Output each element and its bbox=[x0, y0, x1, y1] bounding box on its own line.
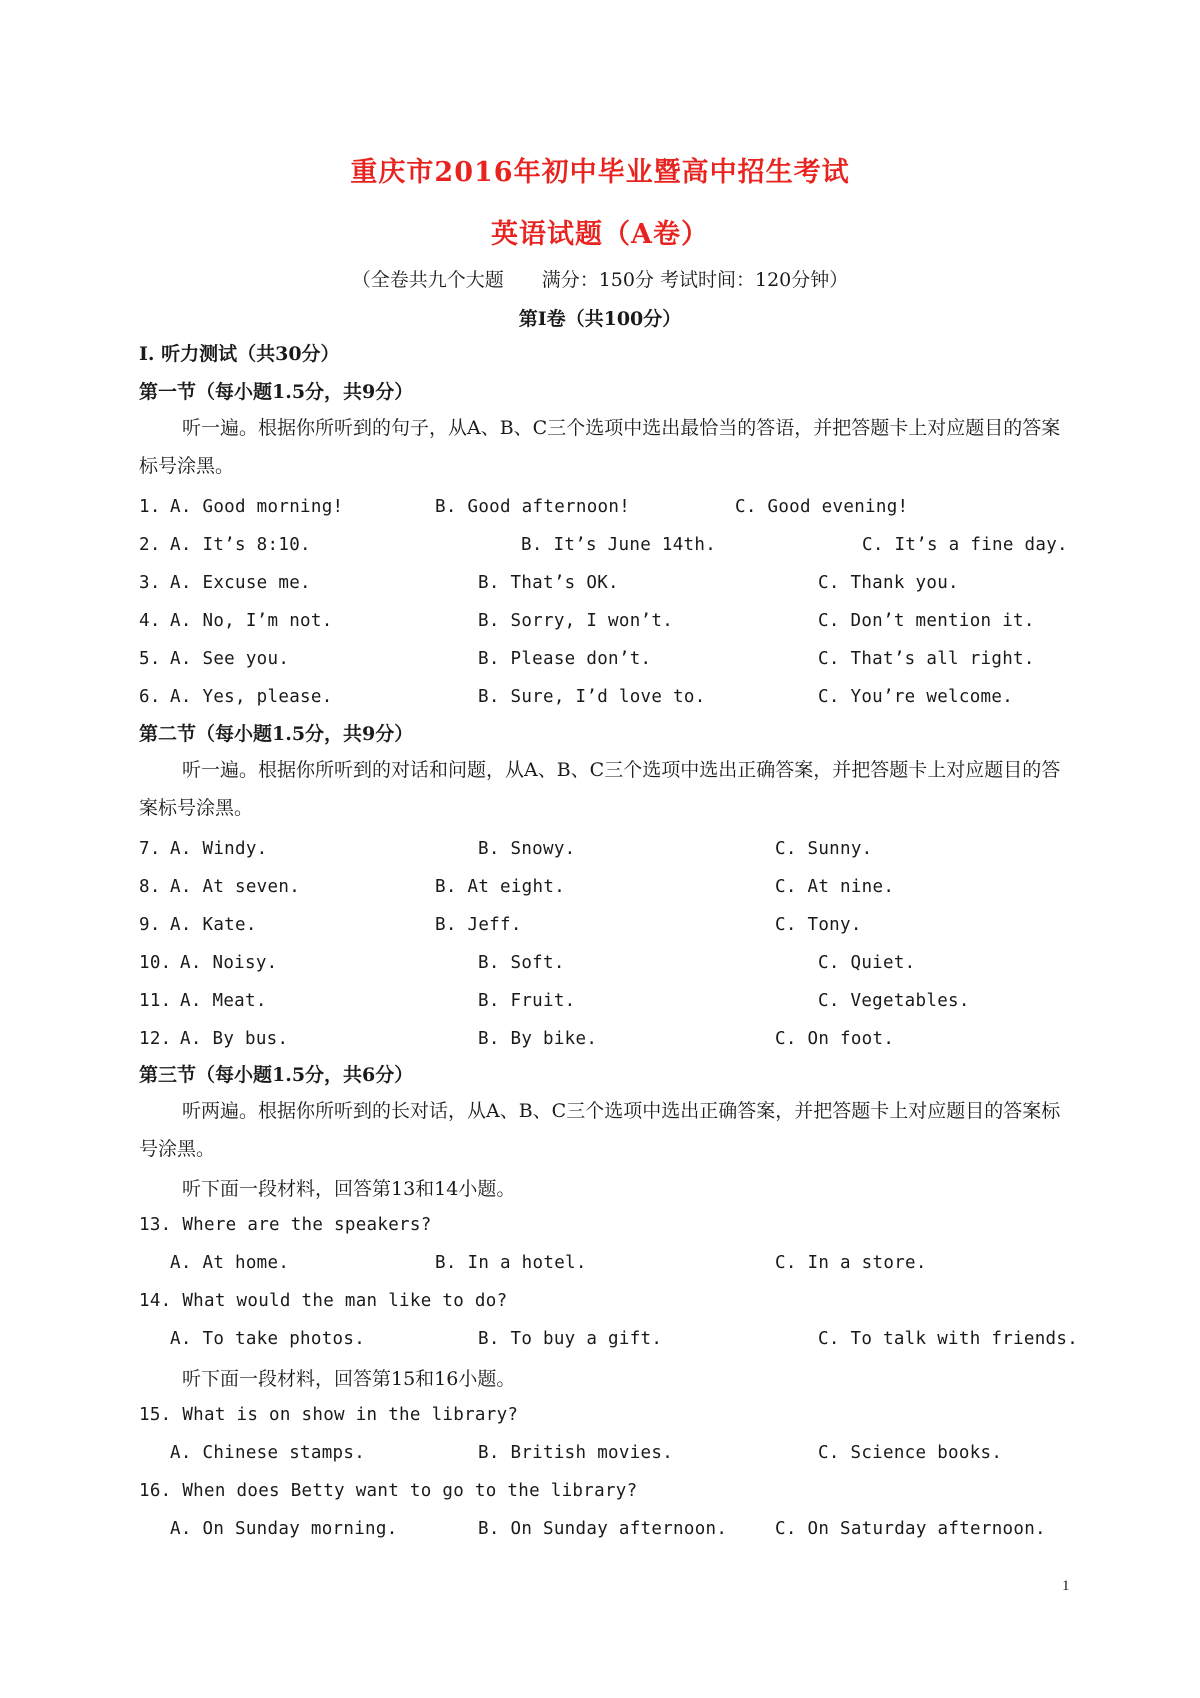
q13-option-c: C. In a store. bbox=[775, 1253, 927, 1273]
page-number: 1 bbox=[1062, 1578, 1070, 1594]
section1-heading: 第一节（每小题1.5分，共9分） bbox=[139, 381, 414, 403]
option-b: B. Fruit. bbox=[478, 991, 576, 1011]
option-c: C. You’re welcome. bbox=[818, 687, 1014, 707]
option-a: A. See you. bbox=[170, 649, 290, 669]
option-b: B. It’s June 14th. bbox=[521, 535, 717, 555]
q13-option-a: A. At home. bbox=[170, 1253, 290, 1273]
part1-heading: I. 听力测试（共30分） bbox=[139, 343, 340, 365]
question-number: 4. bbox=[139, 611, 161, 631]
option-c: C. Sunny. bbox=[775, 839, 873, 859]
q14-option-b: B. To buy a gift. bbox=[478, 1329, 663, 1349]
option-a: A. Noisy. bbox=[180, 953, 278, 973]
q16-option-a: A. On Sunday morning. bbox=[170, 1519, 398, 1539]
question-number: 12. bbox=[139, 1029, 172, 1049]
question-number: 3. bbox=[139, 573, 161, 593]
option-a: A. By bus. bbox=[180, 1029, 289, 1049]
question-number: 10. bbox=[139, 953, 172, 973]
q16-option-b: B. On Sunday afternoon. bbox=[478, 1519, 728, 1539]
option-c: C. Vegetables. bbox=[818, 991, 970, 1011]
q14-option-c: C. To talk with friends. bbox=[818, 1329, 1079, 1349]
material-note-1: 听下面一段材料，回答第13和14小题。 bbox=[182, 1178, 516, 1200]
option-a: A. Meat. bbox=[180, 991, 267, 1011]
question-number: 11. bbox=[139, 991, 172, 1011]
option-a: A. Excuse me. bbox=[170, 573, 311, 593]
section3-heading: 第三节（每小题1.5分，共6分） bbox=[139, 1064, 414, 1086]
section2-heading: 第二节（每小题1.5分，共9分） bbox=[139, 723, 414, 745]
volume-heading: 第I卷（共100分） bbox=[518, 308, 682, 330]
exam-title: 重庆市2016年初中毕业暨高中招生考试 bbox=[350, 157, 850, 188]
q16-option-c: C. On Saturday afternoon. bbox=[775, 1519, 1046, 1539]
q15-stem: 15. What is on show in the library? bbox=[139, 1405, 519, 1425]
q14-option-a: A. To take photos. bbox=[170, 1329, 366, 1349]
option-b: B. Please don’t. bbox=[478, 649, 652, 669]
option-b: B. Sure, I’d love to. bbox=[478, 687, 706, 707]
option-b: B. At eight. bbox=[435, 877, 566, 897]
option-b: B. Jeff. bbox=[435, 915, 522, 935]
question-number: 8. bbox=[139, 877, 161, 897]
question-number: 1. bbox=[139, 497, 161, 517]
option-a: A. At seven. bbox=[170, 877, 301, 897]
option-b: B. Good afternoon! bbox=[435, 497, 631, 517]
option-b: B. Snowy. bbox=[478, 839, 576, 859]
option-c: C. At nine. bbox=[775, 877, 895, 897]
section1-instruction: 听一遍。根据你所听到的句子，从A、B、C三个选项中选出最恰当的答语，并把答题卡上对应题目的答案标号涂黑。 bbox=[139, 417, 1061, 477]
option-a: A. Yes, please. bbox=[170, 687, 333, 707]
option-a: A. It’s 8:10. bbox=[170, 535, 311, 555]
exam-info: （全卷共九个大题 满分：150分 考试时间：120分钟） bbox=[351, 269, 849, 291]
option-b: B. Sorry, I won’t. bbox=[478, 611, 674, 631]
exam-subtitle: 英语试题（A卷） bbox=[491, 219, 709, 250]
q13-stem: 13. Where are the speakers? bbox=[139, 1215, 432, 1235]
option-a: A. Windy. bbox=[170, 839, 268, 859]
question-number: 7. bbox=[139, 839, 161, 859]
option-c: C. Tony. bbox=[775, 915, 862, 935]
option-b: B. By bike. bbox=[478, 1029, 598, 1049]
option-b: B. That’s OK. bbox=[478, 573, 619, 593]
question-number: 6. bbox=[139, 687, 161, 707]
option-c: C. It’s a fine day. bbox=[862, 535, 1068, 555]
q15-option-c: C. Science books. bbox=[818, 1443, 1003, 1463]
question-number: 2. bbox=[139, 535, 161, 555]
material-note-2: 听下面一段材料，回答第15和16小题。 bbox=[182, 1368, 516, 1390]
section3-instruction: 听两遍。根据你所听到的长对话，从A、B、C三个选项中选出正确答案，并把答题卡上对应题目的答案标号涂黑。 bbox=[139, 1100, 1061, 1160]
option-c: C. Don’t mention it. bbox=[818, 611, 1035, 631]
q15-option-b: B. British movies. bbox=[478, 1443, 674, 1463]
question-number: 9. bbox=[139, 915, 161, 935]
question-number: 5. bbox=[139, 649, 161, 669]
q15-option-a: A. Chinese stamps. bbox=[170, 1443, 366, 1463]
option-c: C. That’s all right. bbox=[818, 649, 1035, 669]
section2-instruction: 听一遍。根据你所听到的对话和问题，从A、B、C三个选项中选出正确答案，并把答题卡上对应题目的答案标号涂黑。 bbox=[139, 759, 1061, 819]
option-a: A. Kate. bbox=[170, 915, 257, 935]
option-a: A. No, I’m not. bbox=[170, 611, 333, 631]
q16-stem: 16. When does Betty want to go to the library? bbox=[139, 1481, 638, 1501]
option-c: C. On foot. bbox=[775, 1029, 895, 1049]
option-c: C. Thank you. bbox=[818, 573, 959, 593]
option-c: C. Good evening! bbox=[735, 497, 909, 517]
option-b: B. Soft. bbox=[478, 953, 565, 973]
q14-stem: 14. What would the man like to do? bbox=[139, 1291, 508, 1311]
option-a: A. Good morning! bbox=[170, 497, 344, 517]
option-c: C. Quiet. bbox=[818, 953, 916, 973]
q13-option-b: B. In a hotel. bbox=[435, 1253, 587, 1273]
